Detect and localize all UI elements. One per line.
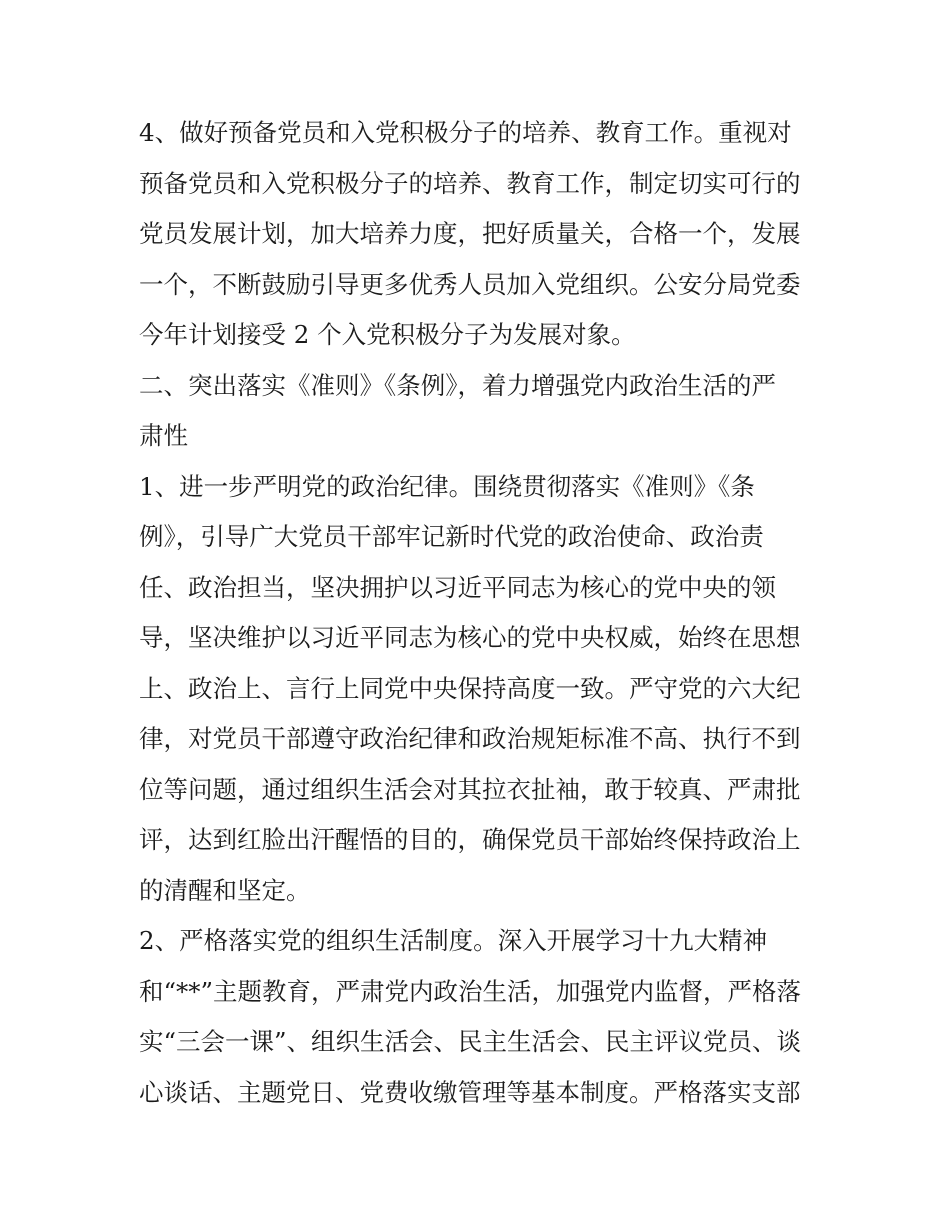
text-line: 评，达到红脸出汗醒悟的目的，确保党员干部始终保持政治上 (139, 825, 801, 854)
text-line: 1、进一步严明党的政治纪律。围绕贯彻落实《准则》《条 (139, 471, 755, 501)
text-line: 律，对党员干部遵守政治纪律和政治规矩标准不高、执行不到 (139, 724, 801, 753)
text-line: 实“三会一课”、组织生活会、民主生活会、民主评议党员、谈 (139, 1027, 802, 1056)
section-heading-line: 二、突出落实《准则》《条例》，着力增强党内政治生活的严 (139, 370, 776, 400)
text-line: 心谈话、主题党日、党费收缴管理等基本制度。严格落实支部 (139, 1077, 801, 1107)
text-line: 位等问题，通过组织生活会对其拉衣扯袖，敢于较真、严肃批 (139, 774, 801, 804)
text-line: 4、做好预备党员和入党积极分子的培养、教育工作。重视对 (139, 118, 792, 147)
text-line: 的清醒和坚定。 (139, 875, 311, 905)
text-line: 2、严格落实党的组织生活制度。深入开展学习十九大精神 (139, 926, 768, 955)
text-line: 任、政治担当，坚决拥护以习近平同志为核心的党中央的领 (139, 572, 776, 602)
text-line: 上、政治上、言行上同党中央保持高度一致。严守党的六大纪 (139, 673, 801, 703)
text-line: 和“**”主题教育，严肃党内政治生活，加强党内监督，严格落 (139, 976, 802, 1006)
text-line: 党员发展计划，加大培养力度，把好质量关，合格一个，发展 (139, 219, 801, 248)
section-heading-line: 肃性 (139, 421, 188, 450)
text-line: 预备党员和入党积极分子的培养、教育工作，制定切实可行的 (139, 168, 801, 198)
text-line: 例》，引导广大党员干部牢记新时代党的政治使命、政治责 (139, 522, 764, 551)
document-body (139, 108, 819, 1118)
text-line: 一个，不断鼓励引导更多优秀人员加入党组织。公安分局党委 (139, 269, 801, 299)
text-line: 今年计划接受 2 个入党积极分子为发展对象。 (139, 320, 636, 349)
text-line: 导，坚决维护以习近平同志为核心的党中央权威，始终在思想 (139, 623, 801, 652)
